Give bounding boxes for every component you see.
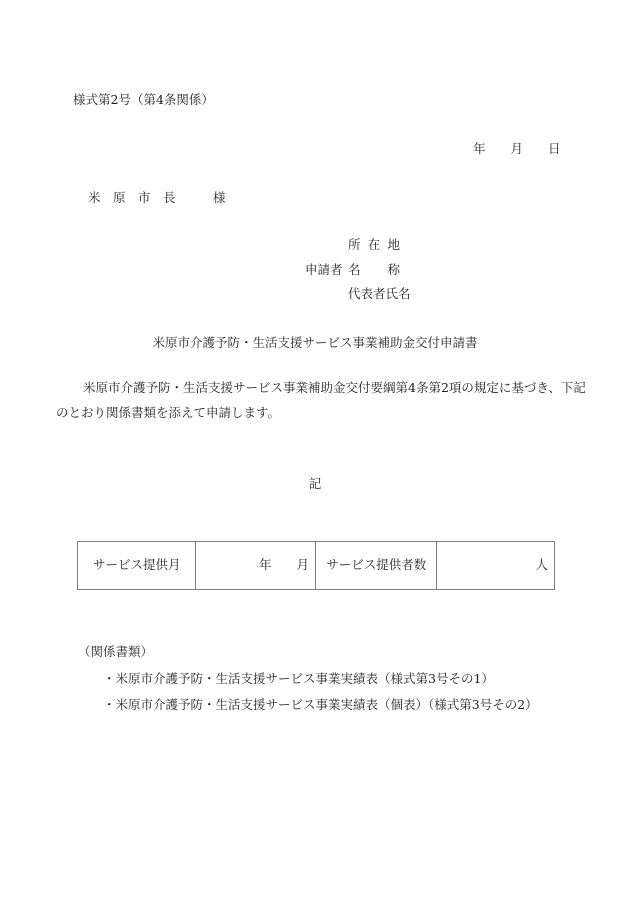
date-line: 年 月 日	[473, 141, 561, 156]
record-mark: 記	[308, 476, 322, 491]
applicant-field-representative	[305, 286, 411, 311]
document-title: 米原市介護予防・生活支援サービス事業補助金交付申請書	[152, 335, 478, 350]
table-cell-service-month-label: サービス提供月	[92, 557, 181, 573]
address-label: 所在地	[348, 237, 400, 252]
body-line: 米原市介護予防・生活支援サービス事業補助金交付要綱第4条第2項の規定に基づき、下記	[83, 380, 586, 395]
name-label: 名称	[348, 261, 400, 277]
addressee-line: 米 原 市 長 様	[88, 190, 226, 205]
attachment-item: ・米原市介護予防・生活支援サービス事業実績表（様式第3号その1）	[103, 671, 494, 687]
attachments-heading: （関係書類）	[78, 644, 154, 659]
applicant-block	[305, 237, 411, 311]
applicant-role-label: 申請者	[305, 261, 343, 277]
body-paragraph	[56, 380, 586, 420]
attachments-section	[78, 644, 538, 712]
body-line: のとおり関係書類を添えて申請します。	[56, 404, 281, 420]
representative-label: 代表者氏名	[348, 286, 411, 301]
table-cell-year-month-value: 年 月	[195, 542, 315, 589]
applicant-field-address	[305, 237, 411, 262]
table-cell-provider-count-label: サービス提供者数	[315, 542, 436, 589]
service-summary-table	[77, 541, 555, 590]
table-cell-person-unit: 人	[436, 542, 554, 589]
form-number: 様式第2号（第4条関係）	[73, 92, 214, 107]
applicant-field-name	[305, 262, 411, 287]
attachment-item: ・米原市介護予防・生活支援サービス事業実績表（個表）（様式第3号その2）	[103, 697, 538, 713]
